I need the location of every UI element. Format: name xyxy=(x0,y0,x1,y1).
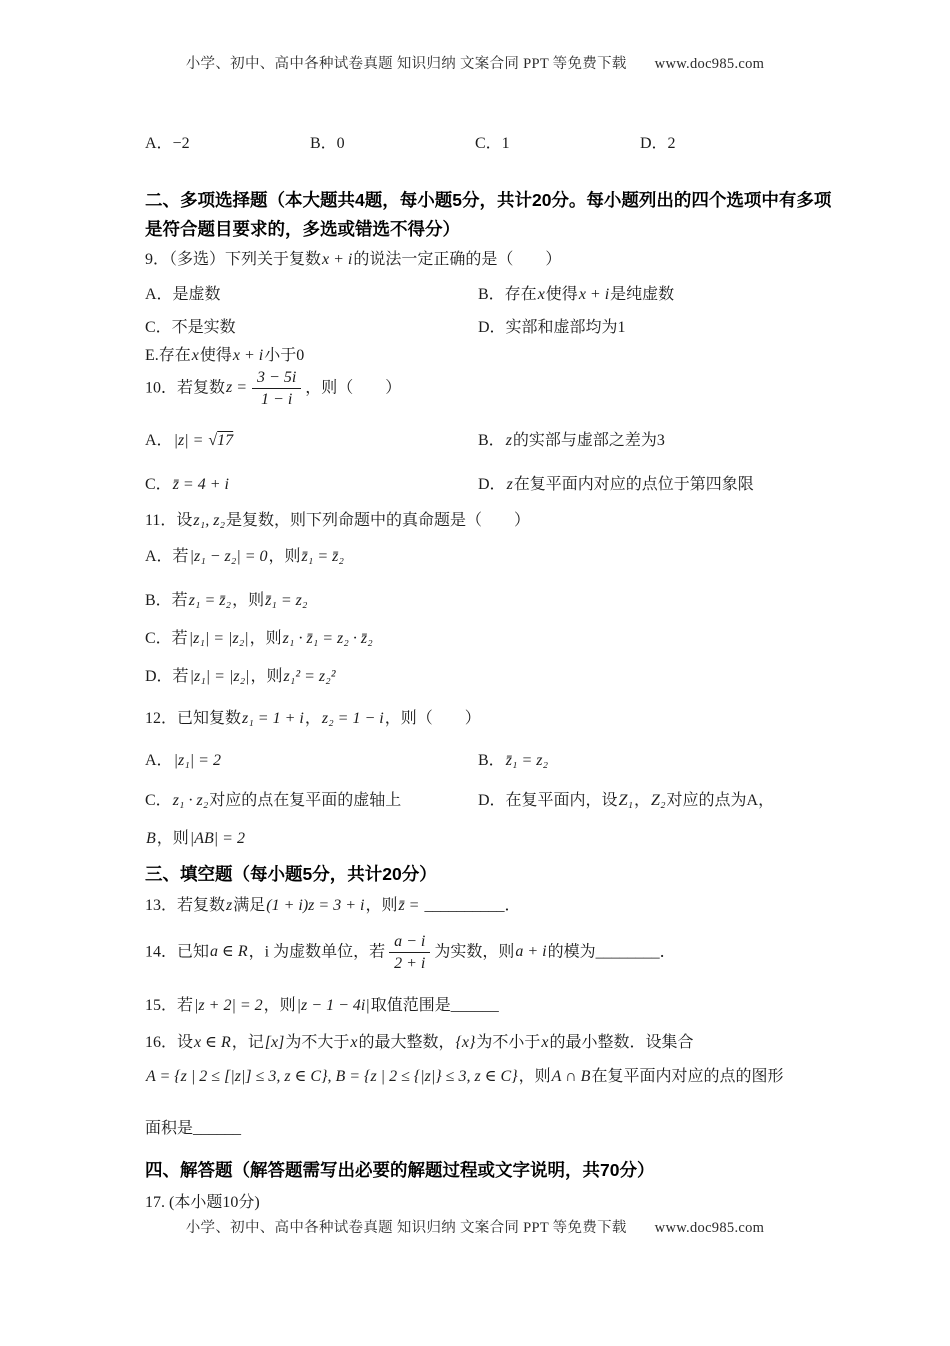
math-segment: a + i xyxy=(515,943,547,961)
text-segment: 取值范围是______ xyxy=(370,997,499,1014)
text-cell xyxy=(145,428,478,454)
math-segment: B xyxy=(146,830,156,847)
text-segment: 12．已知复数 xyxy=(145,710,242,727)
text-segment: D．实部和虚部均为1 xyxy=(478,319,626,336)
text-cell xyxy=(145,626,835,652)
text-segment: C．若 xyxy=(145,630,188,647)
text-segment: 在复平面内对应的点的图形 xyxy=(591,1068,784,1085)
math-segment: z₁ = 1 + i xyxy=(242,710,304,727)
text-segment: 四、解答题（解答题需写出必要的解题过程或文字说明，共70分） xyxy=(145,1160,655,1180)
math-segment: x xyxy=(350,1034,358,1051)
text-segment: B． xyxy=(478,752,505,769)
question12-stem xyxy=(145,706,835,732)
text-cell xyxy=(145,343,835,369)
math-segment: z₁ = z̄₂ xyxy=(188,592,232,609)
text-segment: ， xyxy=(304,710,321,727)
text-segment: 对应的点在复平面的虚轴上 xyxy=(209,792,402,809)
header-url-link[interactable]: www.doc985.com xyxy=(654,56,765,72)
text-segment: 是复数，则下列命题中的真命题是（ ） xyxy=(226,512,531,529)
text-cell xyxy=(145,932,835,973)
section2-heading xyxy=(145,186,835,244)
text-segment: B． xyxy=(478,432,505,449)
math-segment: x + i xyxy=(232,347,264,364)
text-segment: ，则（ ） xyxy=(305,379,402,397)
text-cell xyxy=(478,315,835,341)
text-segment: D．在复平面内，设 xyxy=(478,792,618,809)
math-segment: x ∈ R xyxy=(194,1034,231,1051)
math-segment: z̄ = xyxy=(398,897,420,914)
question11-option-a xyxy=(145,544,835,570)
fraction xyxy=(389,932,430,973)
math-segment: z xyxy=(226,897,233,914)
question11-option-d xyxy=(145,664,835,690)
math-segment: |z| = xyxy=(173,432,208,449)
text-cell xyxy=(145,368,835,409)
text-cell xyxy=(145,1030,835,1056)
text-segment: D． xyxy=(478,476,506,493)
text-segment: 使得 xyxy=(199,347,232,364)
text-cell xyxy=(640,131,835,157)
text-segment: 为不小于 xyxy=(476,1034,541,1051)
question11-stem xyxy=(145,508,835,534)
text-segment: B．0 xyxy=(310,135,345,152)
question9-option-e xyxy=(145,343,835,369)
math-segment: x xyxy=(541,1034,549,1051)
text-cell xyxy=(145,1064,835,1090)
text-segment: A． xyxy=(145,752,173,769)
header-text: 小学、初中、高中各种试卷真题 知识归纳 文案合同 PPT 等免费下载 xyxy=(185,56,627,72)
question16-stem-line2 xyxy=(145,1064,835,1090)
text-cell xyxy=(145,788,478,814)
math-segment: x + i xyxy=(578,286,610,303)
text-segment: ，则 xyxy=(263,997,296,1014)
text-segment: ， xyxy=(634,792,651,809)
text-segment: ，则 xyxy=(518,1068,551,1085)
fraction-numerator: 3 − 5i xyxy=(252,368,301,389)
text-cell xyxy=(145,247,835,273)
text-segment: 二、多项选择题（本大题共4题，每小题5分，共计20分。每小题列出的四个选项中有多项是符合题目要求的，多选或错选不得分） xyxy=(145,190,832,239)
sqrt-expression xyxy=(208,432,233,449)
text-segment: 使得 xyxy=(545,286,578,303)
math-segment: z̄₁ = z̄₂ xyxy=(301,548,344,565)
text-segment: 是纯虚数 xyxy=(610,286,675,303)
math-segment: z̄ = 4 + i xyxy=(172,476,229,493)
text-segment: 的模为________． xyxy=(547,943,676,961)
math-segment: z xyxy=(506,476,513,493)
text-segment: 的说法一定正确的是（ ） xyxy=(353,251,562,268)
footer-url-link[interactable]: www.doc985.com xyxy=(654,1220,765,1236)
math-segment: |z₁ − z₂| = 0 xyxy=(189,548,268,565)
text-segment: 在复平面内对应的点位于第四象限 xyxy=(513,476,754,493)
math-segment: z₁, z₂ xyxy=(193,512,225,529)
text-segment: 13．若复数 xyxy=(145,897,226,914)
text-cell xyxy=(145,860,437,889)
text-segment: 17. (本小题10分) xyxy=(145,1194,260,1211)
question10-options-cd xyxy=(145,472,835,498)
math-segment: |z₁| = |z₂| xyxy=(188,630,249,647)
text-segment: B．若 xyxy=(145,592,188,609)
question9-options-cd xyxy=(145,315,835,341)
question14-stem xyxy=(145,932,835,973)
question11-option-b xyxy=(145,588,835,614)
radical-icon: √ xyxy=(208,432,218,449)
fraction-numerator: a − i xyxy=(389,932,430,953)
question11-option-c xyxy=(145,626,835,652)
text-segment: ，则 xyxy=(156,830,189,847)
section4-heading xyxy=(145,1156,835,1185)
text-segment: 为不大于 xyxy=(285,1034,350,1051)
math-segment: Z₂ xyxy=(651,792,666,809)
text-segment: 小于0 xyxy=(264,347,305,364)
math-segment: z̄₁ = z₂ xyxy=(265,592,308,609)
math-segment: (1 + i)z = 3 + i xyxy=(266,897,365,914)
fraction xyxy=(252,368,301,409)
footer-text: 小学、初中、高中各种试卷真题 知识归纳 文案合同 PPT 等免费下载 xyxy=(185,1220,627,1236)
question10-stem xyxy=(145,368,835,409)
math-segment: [x] xyxy=(264,1034,285,1051)
text-segment: 为实数，则 xyxy=(434,943,515,961)
text-segment: 14．已知 xyxy=(145,943,210,961)
text-segment: 15．若 xyxy=(145,997,194,1014)
text-cell xyxy=(310,131,475,157)
question15-stem xyxy=(145,993,835,1019)
text-cell xyxy=(145,993,835,1019)
question16-stem-line3 xyxy=(145,1116,835,1142)
text-cell xyxy=(145,588,835,614)
text-segment: C．不是实数 xyxy=(145,319,236,336)
math-segment: z₁² = z₂² xyxy=(283,668,336,685)
question9-stem xyxy=(145,247,835,273)
text-cell xyxy=(145,1116,835,1142)
math-segment: z xyxy=(505,432,512,449)
math-segment: |AB| = 2 xyxy=(189,830,245,847)
text-cell xyxy=(145,1190,835,1216)
text-cell xyxy=(478,472,835,498)
page-header xyxy=(0,52,950,73)
text-segment: 满足 xyxy=(233,897,266,914)
math-segment: Z₁ xyxy=(618,792,634,809)
text-segment: 对应的点为A， xyxy=(666,792,775,809)
math-segment: a ∈ R xyxy=(210,943,248,961)
text-cell xyxy=(478,748,835,774)
text-cell xyxy=(145,1156,654,1185)
text-cell xyxy=(145,472,478,498)
question12-options-ab xyxy=(145,748,835,774)
text-cell xyxy=(145,664,835,690)
math-segment: |z₁| = 2 xyxy=(173,752,221,769)
text-segment: 三、填空题（每小题5分，共计20分） xyxy=(145,864,437,884)
text-segment: 的实部与虚部之差为3 xyxy=(512,432,665,449)
text-segment: ，则 xyxy=(232,592,265,609)
text-segment: ，记 xyxy=(231,1034,264,1051)
text-cell xyxy=(145,131,310,157)
text-segment: ，则（ ） xyxy=(384,710,481,727)
text-cell xyxy=(145,893,835,919)
text-segment: ，则 xyxy=(365,897,398,914)
text-segment: A．是虚数 xyxy=(145,286,221,303)
text-cell xyxy=(145,544,835,570)
text-segment: ，则 xyxy=(250,668,283,685)
text-cell xyxy=(478,428,835,454)
math-segment: z₂ = 1 − i xyxy=(321,710,384,727)
text-segment: D．2 xyxy=(640,135,676,152)
math-segment: z₁ · z₂ xyxy=(172,792,209,809)
text-segment: __________． xyxy=(420,897,521,914)
text-segment: ，则 xyxy=(268,548,301,565)
fraction-denominator: 1 − i xyxy=(261,391,293,409)
math-segment: |z − 1 − 4i| xyxy=(296,997,370,1014)
text-segment: 16．设 xyxy=(145,1034,194,1051)
question13-stem xyxy=(145,893,835,919)
math-segment: A = {z | 2 ≤ [|z|] ≤ 3, z ∈ C}, B = {z | 2 ≤ {|z|} ≤ 3, z ∈ C} xyxy=(146,1068,518,1085)
text-segment: 面积是______ xyxy=(145,1120,242,1137)
question8-options xyxy=(145,131,835,157)
text-cell xyxy=(145,826,835,852)
question9-options-ab xyxy=(145,282,835,308)
text-segment: C． xyxy=(145,476,172,493)
math-segment: |z + 2| = 2 xyxy=(194,997,263,1014)
text-cell xyxy=(145,706,835,732)
fraction-denominator: 2 + i xyxy=(394,955,426,973)
math-segment: x xyxy=(537,286,545,303)
text-segment: C．1 xyxy=(475,135,510,152)
text-segment: A． xyxy=(145,432,173,449)
text-segment: 的最小整数．设集合 xyxy=(549,1034,694,1051)
text-segment: A．−2 xyxy=(145,135,190,152)
math-segment: A ∩ B xyxy=(551,1068,591,1085)
question10-options-ab xyxy=(145,428,835,454)
text-cell xyxy=(145,282,478,308)
text-cell xyxy=(478,282,835,308)
question17-stem xyxy=(145,1190,835,1216)
text-cell xyxy=(145,186,835,244)
text-segment: A．若 xyxy=(145,548,189,565)
text-cell xyxy=(478,788,835,814)
text-segment: C． xyxy=(145,792,172,809)
text-segment: ，i 为虚数单位，若 xyxy=(248,943,386,961)
text-cell xyxy=(145,748,478,774)
text-segment: ，则 xyxy=(249,630,282,647)
text-segment: B．存在 xyxy=(478,286,537,303)
text-segment: 9．（多选）下列关于复数 xyxy=(145,251,322,268)
question16-stem-line1 xyxy=(145,1030,835,1056)
math-segment: {x} xyxy=(455,1034,476,1051)
page-footer xyxy=(0,1216,950,1237)
math-segment: |z₁| = |z₂| xyxy=(189,668,250,685)
question12-option-d-continued xyxy=(145,826,835,852)
math-segment: x xyxy=(191,347,199,364)
text-segment: 11．设 xyxy=(145,512,193,529)
radicand: 17 xyxy=(217,432,234,449)
text-cell xyxy=(145,315,478,341)
text-segment: 10．若复数 xyxy=(145,379,226,397)
section3-heading xyxy=(145,860,835,889)
math-segment: x + i xyxy=(322,251,353,268)
text-cell xyxy=(475,131,640,157)
text-segment: E.存在 xyxy=(145,347,191,364)
text-cell xyxy=(145,508,835,534)
text-segment: 的最大整数， xyxy=(358,1034,455,1051)
text-segment: D．若 xyxy=(145,668,189,685)
math-segment: z̄₁ = z₂ xyxy=(505,752,549,769)
math-segment: z = xyxy=(226,379,248,397)
question12-options-cd xyxy=(145,788,835,814)
math-segment: z₁ · z̄₁ = z₂ · z̄₂ xyxy=(282,630,373,647)
